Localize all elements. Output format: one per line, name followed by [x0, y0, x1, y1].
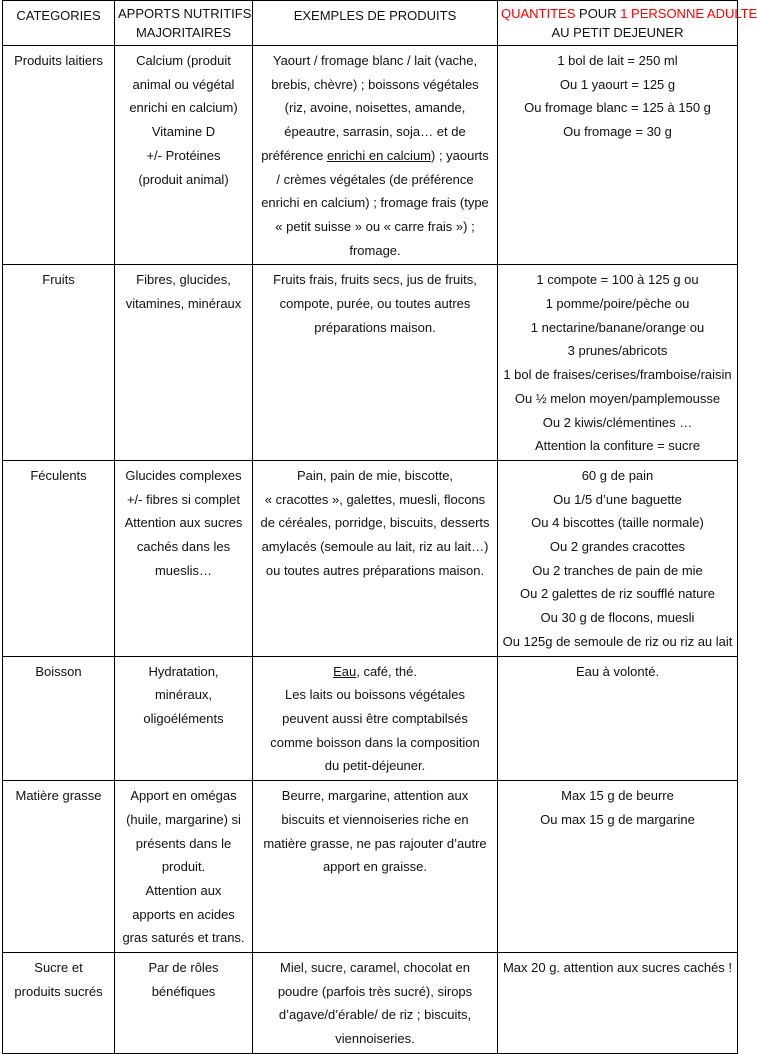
- exemples-cell: Eau, café, thé. Les laits ou boissons végétales peuvent aussi être comptabilsés comme boisson dans la composition du petit-déjeuner.: [253, 656, 498, 781]
- category-cell: Fruits: [3, 265, 115, 461]
- exemples-cell: Pain, pain de mie, biscotte, « cracottes », galettes, muesli, flocons de céréales, porridge, biscuits, desserts amylacés (semoule au lait, riz au lait…) ou toutes autres préparations maison.: [253, 460, 498, 656]
- apports-cell: Par de rôles bénéfiques: [115, 953, 253, 1054]
- exemples-cell: Yaourt / fromage blanc / lait (vache, brebis, chèvre) ; boissons végétales (riz, avoine, noisettes, amande, épeautre, sarrasin, soja… et de préférence enrichi en calcium) ; yaourts / crèmes végétales (de préférence enrichi en calcium) ; fromage frais (type « petit suisse » ou « carre frais ») ; fromage.: [253, 46, 498, 265]
- nutrition-table: [2, 0, 757, 1054]
- table-row: [3, 265, 738, 461]
- category-cell: Féculents: [3, 460, 115, 656]
- table-row: [3, 656, 738, 781]
- quantites-cell: Max 20 g. attention aux sucres cachés !: [498, 953, 738, 1054]
- header-categories: CATEGORIES: [3, 1, 115, 46]
- table-row: [3, 781, 738, 953]
- apports-cell: Fibres, glucides, vitamines, minéraux: [115, 265, 253, 461]
- category-cell: Matière grasse: [3, 781, 115, 953]
- apports-cell: Apport en omégas (huile, margarine) si présents dans le produit. Attention aux apports en acides gras saturés et trans.: [115, 781, 253, 953]
- apports-cell: Calcium (produit animal ou végétal enrichi en calcium) Vitamine D +/- Protéines (produit animal): [115, 46, 253, 265]
- exemples-cell: Miel, sucre, caramel, chocolat en poudre (parfois très sucré), sirops d’agave/d’érable/ de riz ; biscuits, viennoiseries.: [253, 953, 498, 1054]
- quantites-cell: 1 compote = 100 à 125 g ou 1 pomme/poire/pèche ou 1 nectarine/banane/orange ou 3 prunes/abricots 1 bol de fraises/cerises/framboise/raisin Ou ½ melon moyen/pamplemousse Ou 2 kiwis/clémentines … Attention la confiture = sucre: [498, 265, 738, 461]
- apports-cell: Glucides complexes +/- fibres si complet Attention aux sucres cachés dans les mueslis…: [115, 460, 253, 656]
- table-row: [3, 460, 738, 656]
- table-header-row: [3, 1, 738, 46]
- quantites-cell: 1 bol de lait = 250 ml Ou 1 yaourt = 125 g Ou fromage blanc = 125 à 150 g Ou fromage = 30 g: [498, 46, 738, 265]
- exemples-cell: Fruits frais, fruits secs, jus de fruits, compote, purée, ou toutes autres préparations maison.: [253, 265, 498, 461]
- apports-cell: Hydratation, minéraux, oligoéléments: [115, 656, 253, 781]
- category-cell: Sucre et produits sucrés: [3, 953, 115, 1054]
- header-apports: APPORTS NUTRITIFS MAJORITAIRES: [115, 1, 253, 46]
- underlined-enrichi-calcium: enrichi en calcium: [326, 147, 431, 163]
- header-quantites: QUANTITES POUR 1 PERSONNE ADULTE AU PETIT DEJEUNER: [498, 1, 738, 46]
- category-cell: Produits laitiers: [3, 46, 115, 265]
- exemples-cell: Beurre, margarine, attention aux biscuits et viennoiseries riche en matière grasse, ne pas rajouter d’autre apport en graisse.: [253, 781, 498, 953]
- underlined-eau: Eau: [333, 663, 357, 679]
- header-exemples: EXEMPLES DE PRODUITS: [253, 1, 498, 46]
- header-quantites-word: QUANTITES: [501, 6, 576, 21]
- table-row: [3, 953, 738, 1054]
- quantites-cell: Max 15 g de beurre Ou max 15 g de margarine: [498, 781, 738, 953]
- category-cell: Boisson: [3, 656, 115, 781]
- header-personne-adulte: 1 PERSONNE ADULTE: [620, 6, 757, 21]
- quantites-cell: 60 g de pain Ou 1/5 d’une baguette Ou 4 biscottes (taille normale) Ou 2 grandes cracottes Ou 2 tranches de pain de mie Ou 2 galettes de riz soufflé nature Ou 30 g de flocons, muesli Ou 125g de semoule de riz ou riz au lait: [498, 460, 738, 656]
- table-row: [3, 46, 738, 265]
- quantites-cell: Eau à volonté.: [498, 656, 738, 781]
